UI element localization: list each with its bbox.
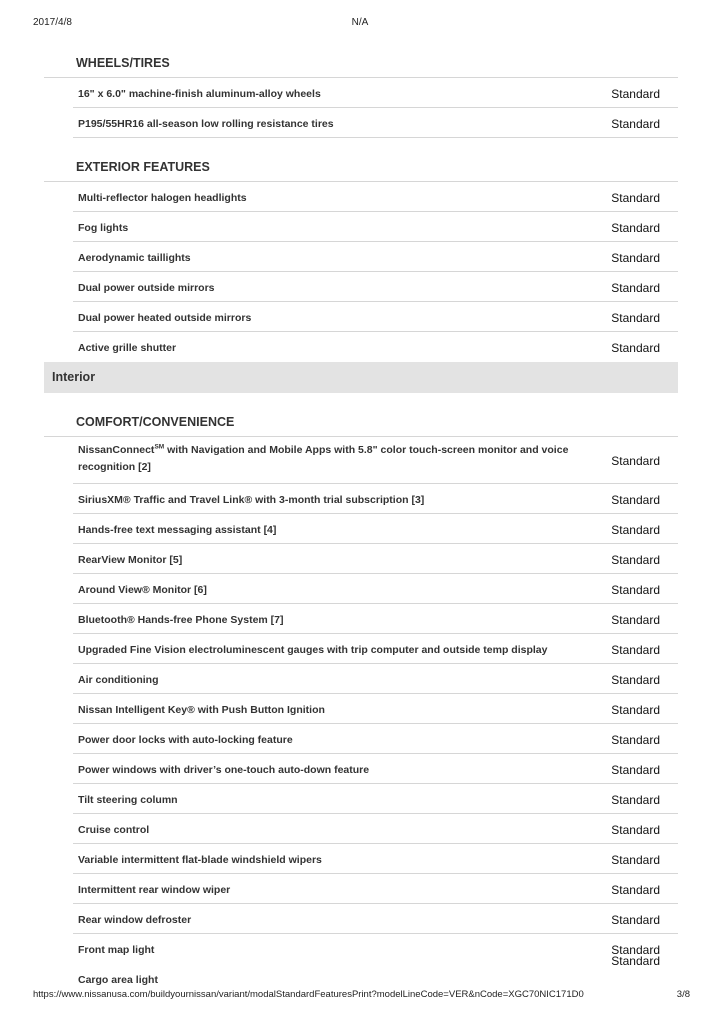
feature-row [73,694,678,724]
wheels-tires-heading: WHEELS/TIRES [44,48,678,78]
feature-label: Aerodynamic taillights [78,252,191,264]
feature-label: Tilt steering column [78,794,178,806]
feature-value: Standard [611,732,660,747]
features-content [44,48,678,994]
feature-label: Cargo area light [78,974,158,986]
feature-value: Standard [611,612,660,627]
feature-value: Standard [611,522,660,537]
feature-row [73,844,678,874]
feature-value: Standard [611,943,660,957]
feature-label: Front map light [78,944,155,956]
feature-label: Rear window defroster [78,914,192,926]
comfort-convenience-heading: COMFORT/CONVENIENCE [44,407,678,437]
feature-label: Bluetooth® Hands-free Phone System [7] [78,614,284,626]
feature-row [73,754,678,784]
feature-label: Fog lights [78,222,129,234]
feature-label: P195/55HR16 all-season low rolling resistance tires [78,118,334,130]
feature-label: 16" x 6.0" machine-finish aluminum-alloy wheels [78,88,321,100]
feature-row [73,574,678,604]
comfort-convenience-list [44,437,678,994]
print-title: N/A [351,17,369,28]
feature-row [73,904,678,934]
feature-value: Standard [611,912,660,927]
feature-label: Power windows with driver’s one-touch auto-down feature [78,764,370,776]
feature-label: Cruise control [78,824,150,836]
feature-row [73,874,678,904]
feature-value: Standard [611,190,660,205]
feature-label: Nissan Intelligent Key® with Push Button Ignition [78,704,325,716]
feature-label: Intermittent rear window wiper [78,884,231,896]
page-number: 3/8 [676,989,690,1000]
feature-label: Active grille shutter [78,342,177,354]
feature-row [73,484,678,514]
feature-value: Standard [611,642,660,657]
feature-row [73,437,678,484]
feature-label: Dual power outside mirrors [78,282,215,294]
feature-value: Standard [611,882,660,897]
feature-row [73,108,678,138]
feature-value: Standard [611,280,660,295]
feature-row [73,514,678,544]
feature-value: Standard [611,220,660,235]
feature-label: Around View® Monitor [6] [78,584,207,596]
feature-label: Multi-reflector halogen headlights [78,192,247,204]
feature-value: Standard [611,250,660,265]
feature-value: Standard [611,454,660,468]
feature-value: Standard [611,492,660,507]
feature-label: Air conditioning [78,674,159,686]
feature-label: Upgraded Fine Vision electroluminescent gauges with trip computer and outside temp display [78,644,548,656]
feature-row [73,544,678,574]
feature-value: Standard [611,954,660,968]
feature-value: Standard [611,116,660,131]
feature-row [73,664,678,694]
feature-row [73,634,678,664]
feature-value: Standard [611,792,660,807]
wheels-tires-list [44,78,678,138]
exterior-features-list [44,182,678,362]
feature-label: NissanConnect℠ with Navigation and Mobile Apps with 5.8" color touch-screen monitor and voice recognition [2] [78,443,569,473]
feature-label: SiriusXM® Traffic and Travel Link® with 3-month trial subscription [3] [78,494,425,506]
feature-value: Standard [611,582,660,597]
feature-row [73,272,678,302]
feature-row [73,302,678,332]
feature-label: Power door locks with auto-locking feature [78,734,293,746]
feature-row [73,332,678,362]
feature-value: Standard [611,552,660,567]
feature-row [73,724,678,754]
feature-value: Standard [611,672,660,687]
feature-value: Standard [611,341,660,355]
feature-label: Variable intermittent flat-blade windshield wipers [78,854,322,866]
feature-value: Standard [611,310,660,325]
feature-value: Standard [611,702,660,717]
feature-value: Standard [611,822,660,837]
exterior-features-heading: EXTERIOR FEATURES [44,152,678,182]
feature-row [73,784,678,814]
feature-label: Hands-free text messaging assistant [4] [78,524,277,536]
service-mark: SM [154,443,165,451]
interior-section-band: Interior [44,362,678,393]
feature-row [73,934,678,964]
feature-row [73,604,678,634]
feature-value: Standard [611,762,660,777]
feature-label: Dual power heated outside mirrors [78,312,252,324]
feature-value: Standard [611,86,660,101]
feature-row [73,182,678,212]
feature-label: RearView Monitor [5] [78,554,183,566]
feature-row [73,78,678,108]
feature-row [73,242,678,272]
print-url: https://www.nissanusa.com/buildyournissan/variant/modalStandardFeaturesPrint?modelLineCode=VER&nCode=XGC70NIC171D0 [33,989,584,1000]
feature-row [73,212,678,242]
print-date: 2017/4/8 [33,17,72,28]
feature-value: Standard [611,852,660,867]
feature-row [73,814,678,844]
